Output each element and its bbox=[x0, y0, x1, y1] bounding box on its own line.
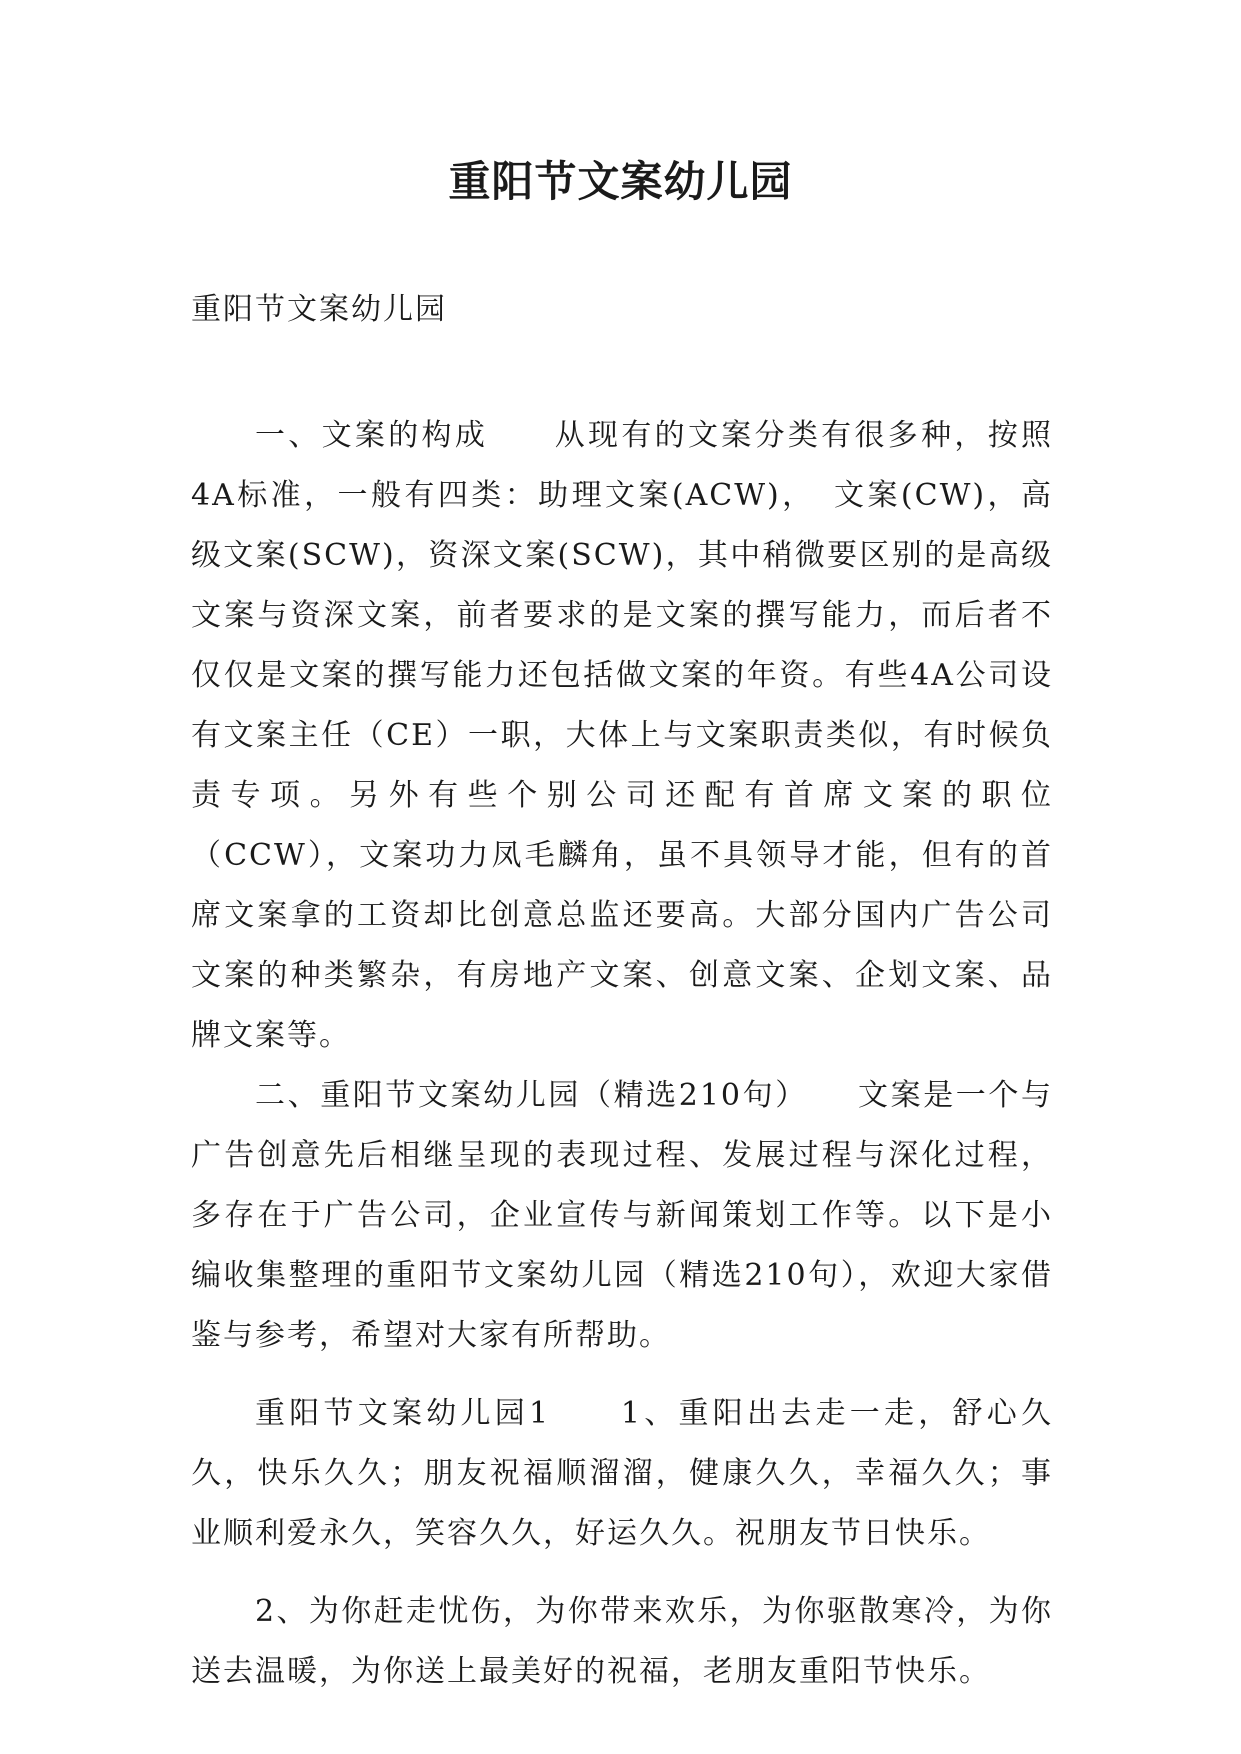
document-body bbox=[191, 406, 1053, 1702]
document-title: 重阳节文案幼儿园 bbox=[448, 157, 793, 206]
document-subtitle: 重阳节文案幼儿园 bbox=[191, 292, 447, 327]
paragraph-item-2: 2、为你赶走忧伤，为你带来欢乐，为你驱散寒冷，为你送去温暖，为你送上最美好的祝福，老朋友重阳节快乐。 bbox=[191, 1594, 1053, 1689]
paragraph-introduction: 二、重阳节文案幼儿园（精选210句） 文案是一个与广告创意先后相继呈现的表现过程、发展过程与深化过程，多存在于广告公司，企业宣传与新闻策划工作等。以下是小编收集整理的重阳节文案幼儿园（精选210句），欢迎大家借鉴与参考，希望对大家有所帮助。 bbox=[191, 1078, 1053, 1353]
paragraph-composition: 一、文案的构成 从现有的文案分类有很多种，按照4A标准，一般有四类：助理文案(ACW)， 文案(CW)，高级文案(SCW)，资深文案(SCW)，其中稍微要区别的是高级文案与资深文案，前者要求的是文案的撰写能力，而后者不仅仅是文案的撰写能力还包括做文案的年资。有些4A公司设有文案主任（CE）一职，大体上与文案职责类似，有时候负责专项。另外有些个别公司还配有首席文案的职位（CCW），文案功力凤毛麟角，虽不具领导才能，但有的首席文案拿的工资却比创意总监还要高。大部分国内广告公司文案的种类繁杂，有房地产文案、创意文案、企划文案、品牌文案等。 bbox=[191, 418, 1053, 1053]
paragraph-item-1: 重阳节文案幼儿园1 1、重阳出去走一走，舒心久久，快乐久久；朋友祝福顺溜溜，健康久久，幸福久久；事业顺利爱永久，笑容久久，好运久久。祝朋友节日快乐。 bbox=[191, 1396, 1053, 1551]
